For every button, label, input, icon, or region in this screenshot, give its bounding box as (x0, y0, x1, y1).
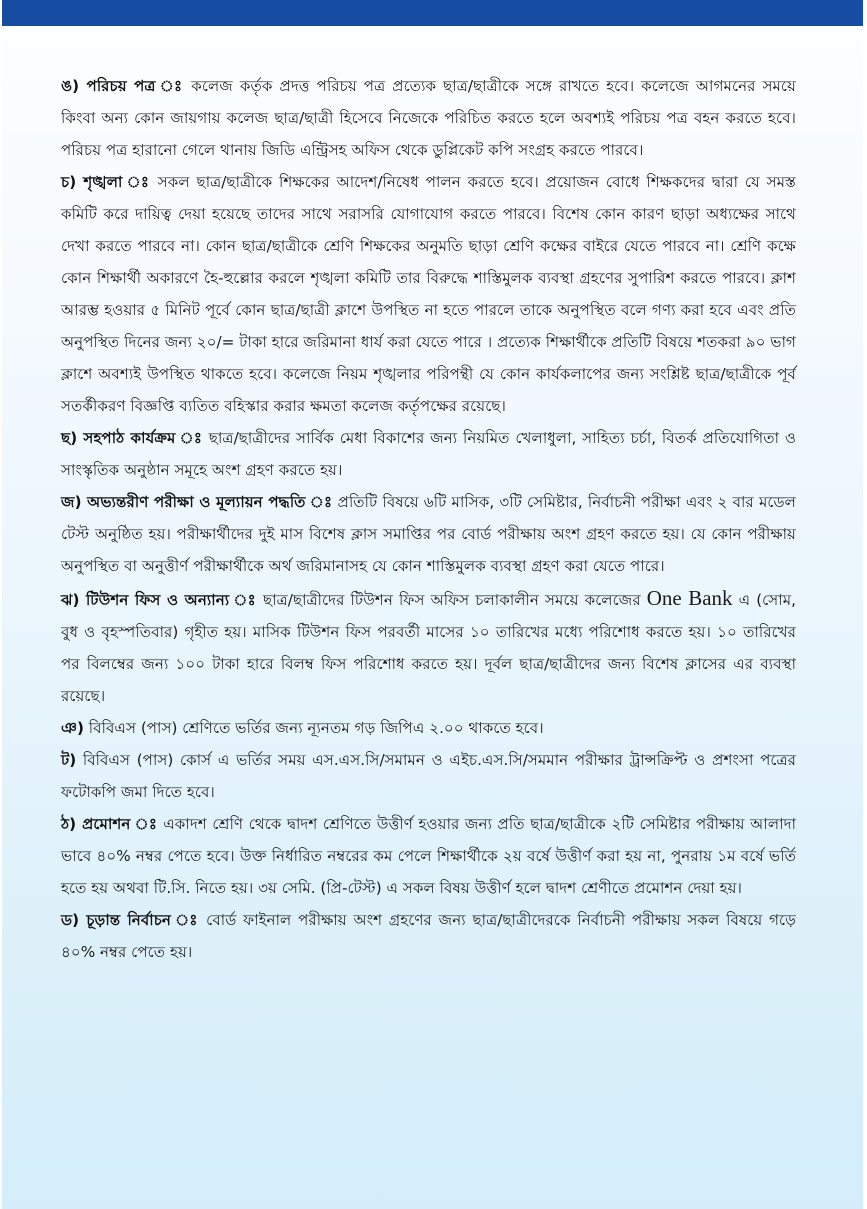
section-bbs-documents (61, 744, 796, 808)
section-promotion (61, 808, 796, 904)
section-body: সকল ছাত্র/ছাত্রীকে শিক্ষকের আদেশ/নিষেধ পালন করতে হবে। প্রয়োজন বোধে শিক্ষকদের দ্বারা যে সমস্ত কমিটি করে দায়িত্ব দেয়া হয়েছে তাদের সাথে সরাসরি যোগাযোগ করতে পারবে। বিশেষ কোন কারণ ছাড়া অধ্যক্ষের সাথে দেখা করতে পারবে না। কোন ছাত্র/ছাত্রীকে শ্রেণি শিক্ষকের অনুমতি ছাড়া শ্রেণি কক্ষের বাইরে যেতে পারবে না। শ্রেণি কক্ষে কোন শিক্ষার্থী অকারণে হৈ-হুল্লোর করলে শৃঙ্খলা কমিটি তার বিরুদ্ধে শাস্তিমুলক ব্যবস্থা গ্রহণের সুপারিশ করতে পারবে। ক্লাশ আরম্ভ হওয়ার ৫ মিনিট পূর্বে কোন ছাত্র/ছাত্রী ক্লাশে উপস্থিত না হতে পারলে তাকে অনুপস্থিত বলে গণ্য করা হবে এবং প্রতি অনুপস্থিত দিনের জন্য ২০/= টাকা হারে জরিমানা ধার্য করা যেতে পারে । প্রত্যেক শিক্ষার্থীকে প্রতিটি বিষয়ে শতকরা ৯০ ভাগ ক্লাশে অবশ্যই উপস্থিত থাকতে হবে। কলেজে নিয়ম শৃঙ্খলার পরিপন্থী যে কোন কার্যকলাপের জন্য সংশ্লিষ্ট ছাত্র/ছাত্রীকে পূর্ব সতর্কীকরণ বিজ্ঞপ্তি ব্যতিত বহিস্কার করার ক্ষমতা কলেজ কর্তৃপক্ষের রয়েছে। (61, 173, 796, 415)
section-internal-exams (61, 486, 796, 582)
section-heading: ঙ) পরিচয় পত্র ঃ (61, 77, 185, 95)
section-body: কলেজ কর্তৃক প্রদত্ত পরিচয় পত্র প্রত্যেক ছাত্র/ছাত্রীকে সঙ্গে রাখতে হবে। কলেজে আগমনের সময়ে কিংবা অন্য কোন জায়গায় কলেজ ছাত্র/ছাত্রী হিসেবে নিজেকে পরিচিত করতে হলে অবশ্যই পরিচয় পত্র বহন করতে হবে। পরিচয় পত্র হারানো গেলে থানায় জিডি এন্ট্রিসহ অফিস থেকে ডুপ্লিকেট কপি সংগ্রহ করতে পারবে। (61, 77, 796, 159)
section-bbs-gpa (61, 712, 796, 744)
section-heading: ঞ) (61, 719, 84, 737)
section-heading: জ) অভ্যন্তরীণ পরীক্ষা ও মূল্যায়ন পদ্ধতি ঃ (61, 493, 333, 511)
section-body: বিবিএস (পাস) কোর্স এ ভর্তির সময় এস.এস.সি/সমামন ও এইচ.এস.সি/সমমান পরীক্ষার ট্রান্সক্রিপ্ট ও প্রশংসা পত্রের ফটোকপি জমা দিতে হবে। (61, 751, 796, 801)
section-body: ছাত্র/ছাত্রীদের সার্বিক মেধা বিকাশের জন্য নিয়মিত খেলাধুলা, সাহিত্য চর্চা, বিতর্ক প্রতিযোগিতা ও সাংস্কৃতিক অনুষ্ঠান সমূহে অংশ গ্রহণ করতে হয়। (61, 429, 797, 479)
section-co-curricular (61, 422, 796, 486)
section-heading: ড) চূড়ান্ত নির্বাচন ঃ (61, 911, 200, 929)
section-heading: চ) শৃঙ্খলা ঃ (61, 173, 151, 191)
section-body: বিবিএস (পাস) শ্রেণিতে ভর্তির জন্য ন্যূনতম গড় জিপিএ ২.০০ থাকতে হবে। (83, 719, 544, 737)
section-heading: ঠ) প্রমোশন ঃ (61, 815, 158, 833)
section-body: বোর্ড ফাইনাল পরীক্ষায় অংশ গ্রহণের জন্য ছাত্র/ছাত্রীদেরকে নির্বাচনী পরীক্ষায় সকল বিষয়ে গড়ে ৪০% নম্বর পেতে হয়। (61, 911, 796, 961)
page-edge-right (863, 0, 867, 1209)
rules-content (61, 70, 796, 968)
section-identity-card (61, 70, 796, 166)
section-body: একাদশ শ্রেণি থেকে দ্বাদশ শ্রেণিতে উত্তীর্ণ হওয়ার জন্য প্রতি ছাত্র/ছাত্রীকে ২টি সেমিষ্টার পরীক্ষায় আলাদা ভাবে ৪০% নম্বর পেতে হবে। উক্ত নির্ধারিত নম্বরের কম পেলে শিক্ষার্থীকে ২য় বর্ষে উত্তীর্ণ করা হয় না, পুনরায় ১ম বর্ষে ভর্তি হতে হয় অথবা টি.সি. নিতে হয়। ৩য় সেমি. (প্রি-টেস্ট) এ সকল বিষয় উত্তীর্ণ হলে দ্বাদশ শ্রেণীতে প্রমোশন দেয়া হয়। (61, 815, 797, 897)
section-body: প্রতিটি বিষয়ে ৬টি মাসিক, ৩টি সেমিষ্টার, নির্বাচনী পরীক্ষা এবং ২ বার মডেল টেস্ট অনুষ্ঠিত হয়। পরীক্ষার্থীদের দুই মাস বিশেষ ক্লাস সমাপ্তির পর বোর্ড পরীক্ষায় অংশ গ্রহণ করতে হয়। যে কোন পরীক্ষায় অনুপস্থিত বা অনুত্তীর্ণ পরীক্ষার্থীকে অর্থ জরিমানাসহ যে কোন শাস্তিমুলক ব্যবস্থা গ্রহণ করা যেতে পারে। (61, 493, 796, 575)
section-heading: ঝ) টিউশন ফিস ও অন্যান্য ঃ (61, 591, 257, 609)
section-heading: ছ) সহপাঠ কার্যক্রম ঃ (61, 429, 203, 447)
page-edge-left (0, 0, 2, 1209)
header-band (2, 0, 863, 26)
section-discipline (61, 166, 796, 422)
section-body-before: ছাত্র/ছাত্রীদের টিউশন ফিস অফিস চলাকালীন সময়ে কলেজের (256, 591, 647, 609)
section-tuition-fees (61, 582, 796, 712)
section-body-after: এ (সোম, বুধ ও বৃহস্পতিবার) গৃহীত হয়। মাসিক টিউশন ফিস পরবর্তী মাসের ১০ তারিখের মধ্যে পরিশোধ করতে হয়। ১০ তারিখের পর বিলম্বের জন্য ১০০ টাকা হারে বিলম্ব ফিস পরিশোধ করতে হয়। দূর্বল ছাত্র/ছাত্রীদের জন্য বিশেষ ক্লাসের এর ব্যবস্থা রয়েছে। (61, 591, 796, 705)
bank-name: One Bank (646, 586, 733, 610)
section-heading: ট) (61, 751, 77, 769)
section-final-selection (61, 904, 796, 968)
